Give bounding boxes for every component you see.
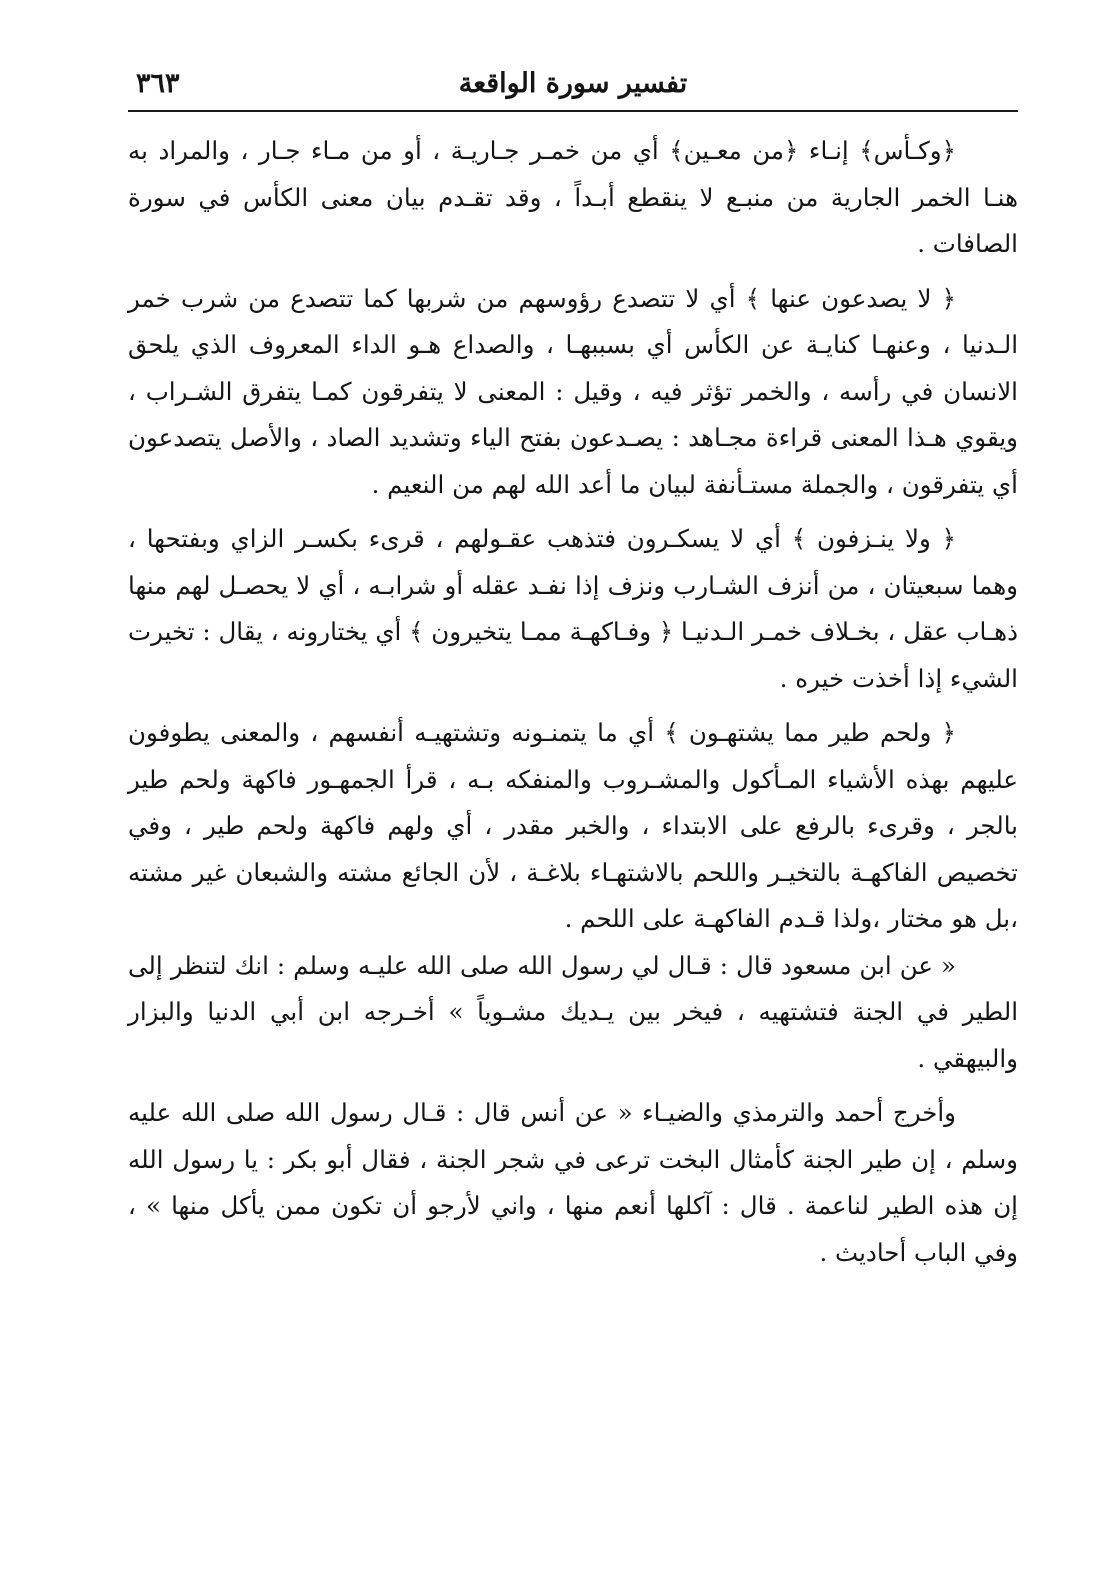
page-number: ٣٦٣: [136, 68, 180, 99]
running-header: [128, 56, 1018, 112]
paragraph: ﴿ لا يصدعون عنها ﴾ أي لا تتصدع رؤوسهم من شربها كما تتصدع من شرب خمر الـدنيا ، وعنهـا كنايـة عن الكأس أي بسببهـا ، والصداع هـو الداء المعروف الذي يلحق الانسان في رأسه ، والخمر تؤثر فيه ، وقيل : المعنى لا يتفرقون كمـا يتفرق الشـراب ، ويقوي هـذا المعنى قراءة مجـاهد : يصـدعون بفتح الياء وتشديد الصاد ، والأصل يتصدعون أي يتفرقون ، والجملة مستـأنفة لبيان ما أعد الله لهم من النعيم .: [128, 283, 1018, 499]
paragraph: ﴿ ولحم طير مما يشتهـون ﴾ أي ما يتمنـونه وتشتهيـه أنفسهم ، والمعنى يطوفون عليهم بهذه الأشياء المـأكول والمشـروب والمنفكه بـه ، قرأ الجمهـور فاكهة ولحم طير بالجر ، وقرىء بالرفع على الابتداء ، والخبر مقدر ، أي ولهم فاكهة ولحم طير ، وفي تخصيص الفاكهـة بالتخيـر واللحم بالاشتهـاء بلاغـة ، لأن الجائع مشته والشبعان غير مشته ،بل هو مختار ،ولذا قـدم الفاكهـة على اللحم .: [128, 718, 1018, 933]
paragraph: « عن ابن مسعود قال : قـال لي رسول الله صلى الله عليـه وسلم : انك لتنظر إلى الطير في الجنة فتشتهيه ، فيخر بين يـديك مشـوياً » أخـرجه ابن أبي الدنيا والبزار والبيهقي .: [128, 950, 1018, 1073]
paragraph: ﴿ ولا ينـزفون ﴾ أي لا يسكـرون فتذهب عقـولهم ، قرىء بكسـر الزاي وبفتحها ، وهما سبعيتان ، من أنزف الشـارب ونزف إذا نفـد عقله أو شرابـه ، أي لا يحصـل لهم منها ذهـاب عقل ، بخـلاف خمـر الـدنيـا ﴿ وفـاكهـة ممـا يتخيرون ﴾ أي يختارونه ، يقال : تخيرت الشيء إذا أخذت خيره .: [128, 524, 1018, 693]
body-text: [128, 128, 1018, 1276]
chapter-title: تفسير سورة الواقعة: [458, 68, 688, 99]
book-page: [128, 56, 1018, 1536]
paragraph: ﴿وكـأس﴾ إنـاء ﴿من معـين﴾ أي من خمـر جـاريـة ، أو من مـاء جـار ، والمراد به هنـا الخمر الجارية من منبـع لا ينقطع أبـداً ، وقد تقـدم بيان معنى الكأس في سورة الصافات .: [128, 136, 1018, 258]
paragraph: وأخرج أحمد والترمذي والضيـاء « عن أنس قال : قـال رسول الله صلى الله عليه وسلم ، إن طير الجنة كأمثال البخت ترعى في شجر الجنة ، فقال أبو بكر : يا رسول الله إن هذه الطير لناعمة . قال : آكلها أنعم منها ، واني لأرجو أن تكون ممن يأكل منها » ، وفي الباب أحاديث .: [128, 1098, 1018, 1267]
